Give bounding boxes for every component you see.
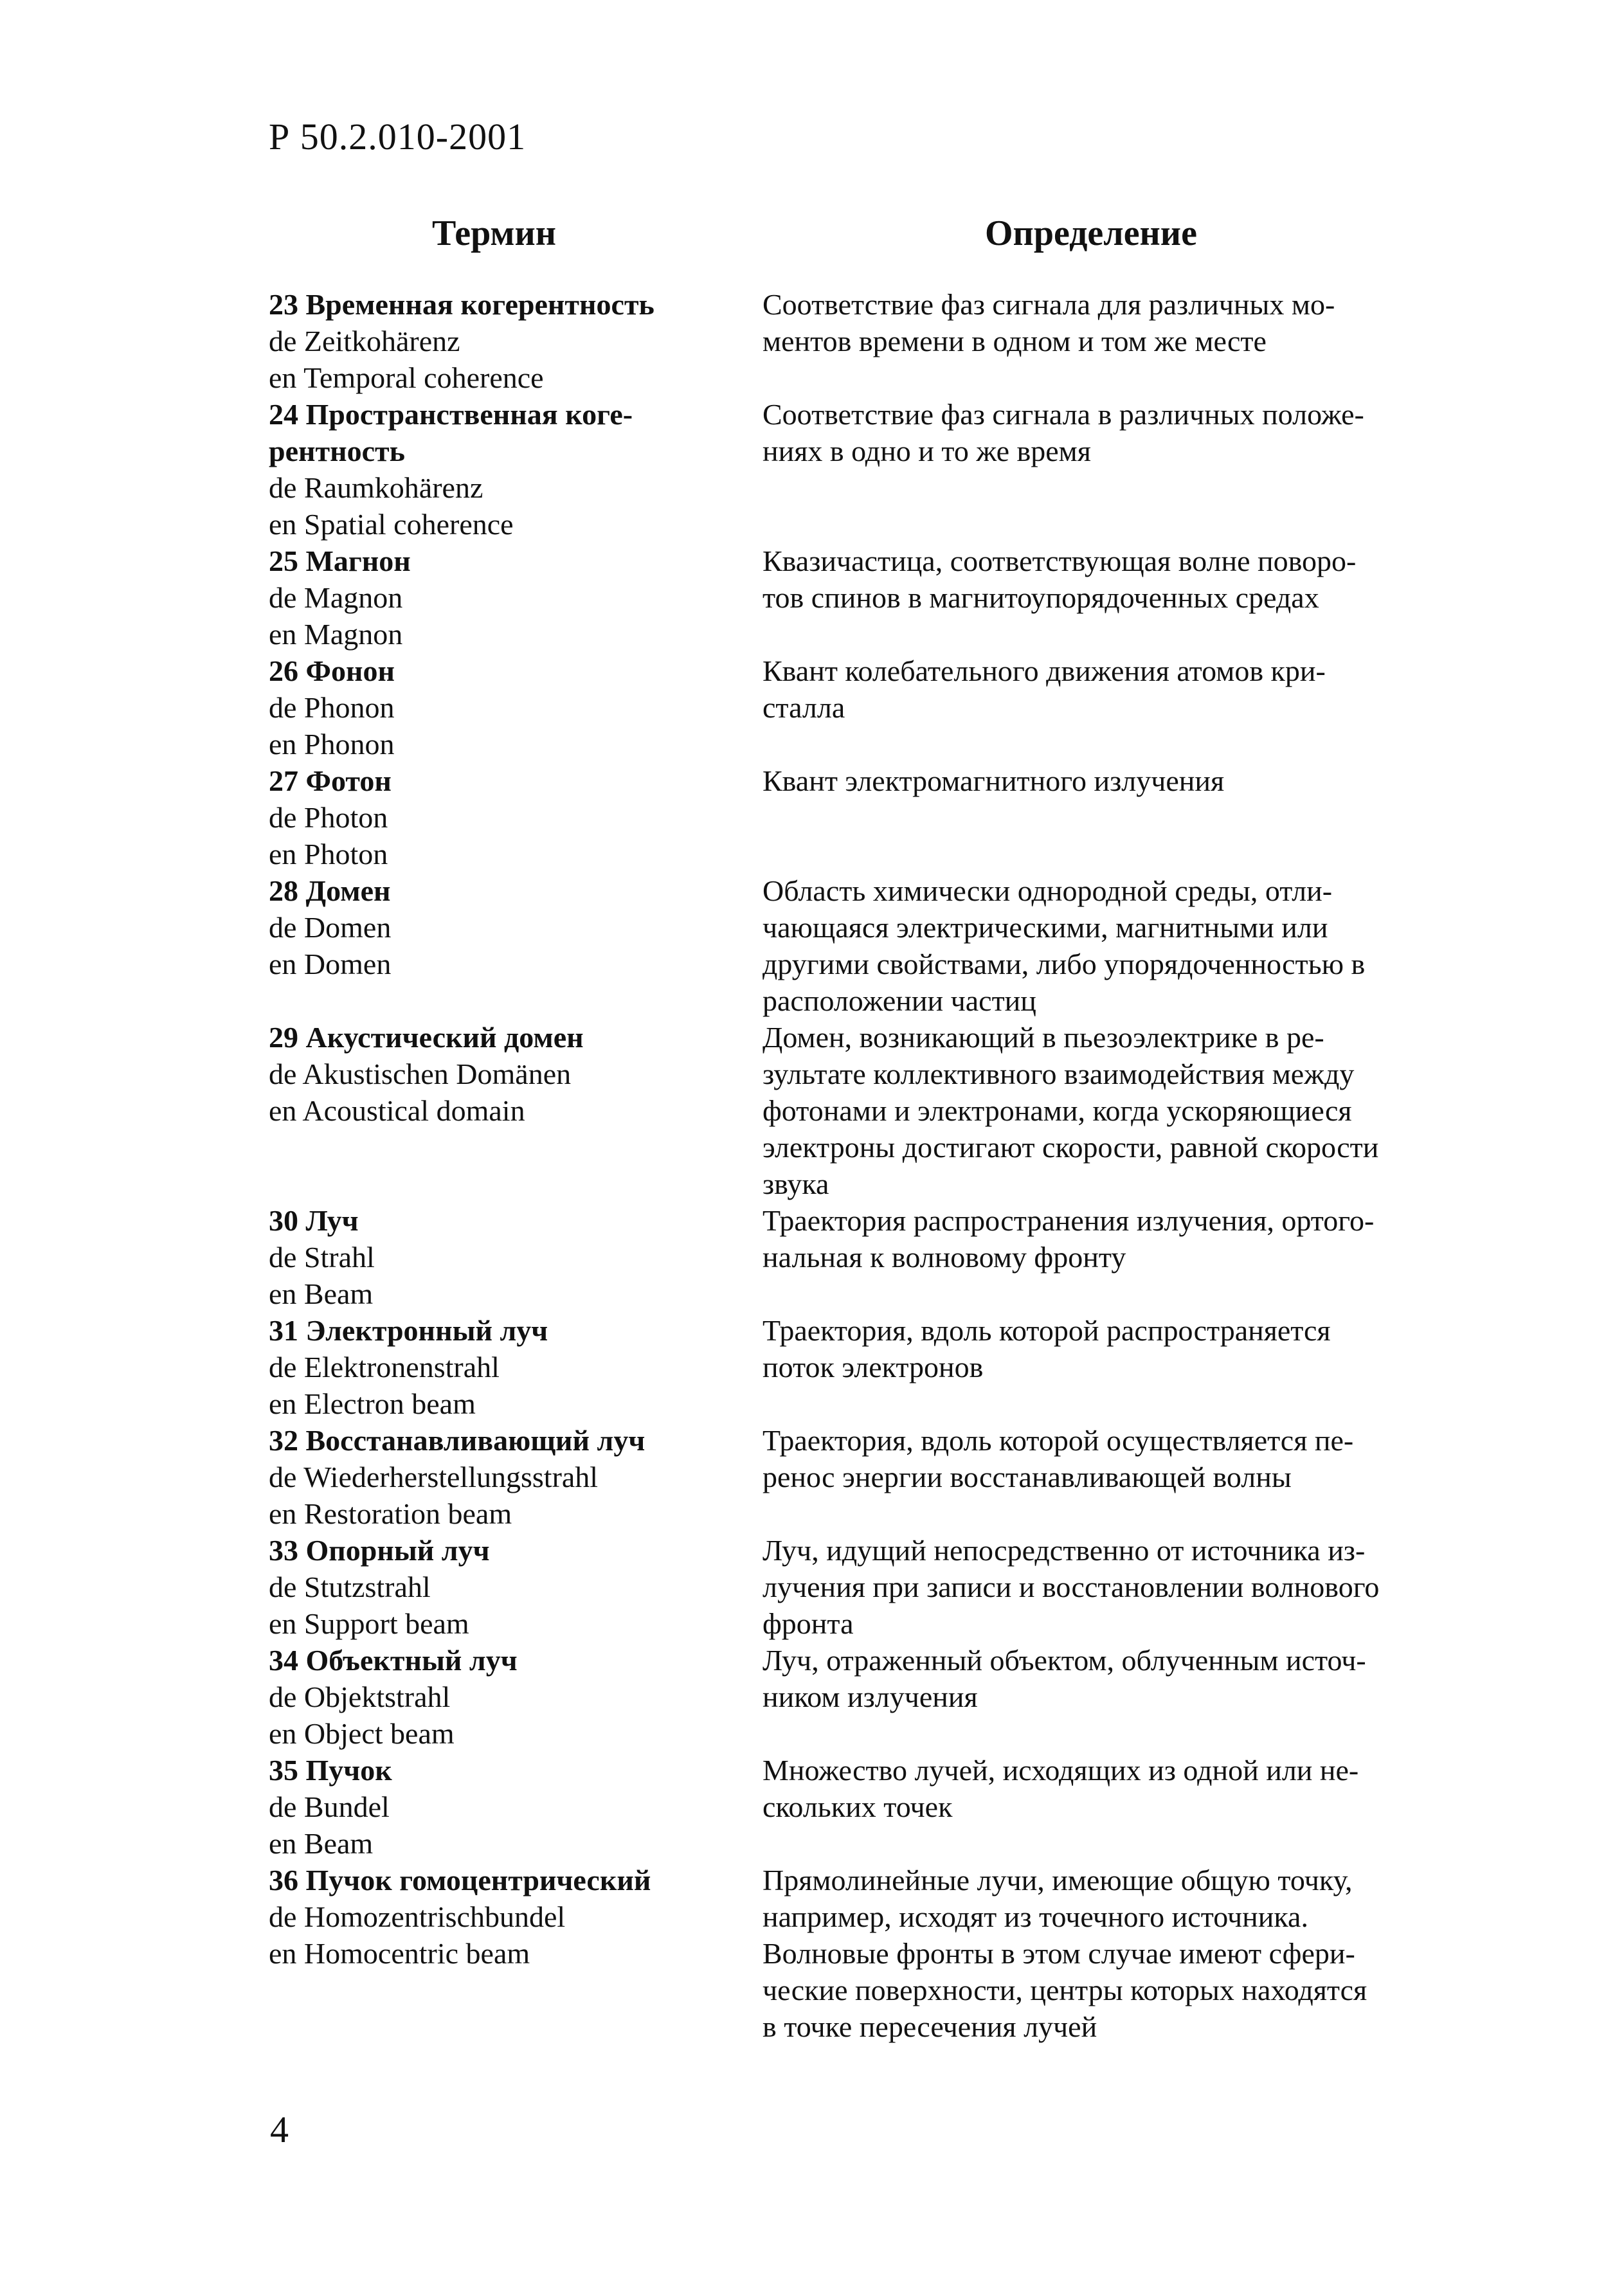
term-entry	[269, 653, 1439, 762]
definition-line: ниях в одно и то же время	[762, 435, 1091, 467]
definition-line: Квант колебательного движения атомов кри-	[762, 654, 1326, 687]
definition-line: поток электронов	[762, 1351, 984, 1383]
term-entry	[269, 1422, 1439, 1532]
term-en-translation: en Restoration beam	[269, 1497, 512, 1530]
term-de-translation: de Photon	[269, 801, 388, 834]
definition-line: Соответствие фаз сигнала в различных положе-	[762, 398, 1364, 431]
term-en-translation: en Phonon	[269, 728, 395, 761]
term-name: 26 Фонон	[269, 654, 395, 687]
term-cell	[269, 1752, 762, 1862]
term-en-translation: en Electron beam	[269, 1387, 476, 1420]
term-en-translation: en Domen	[269, 948, 392, 980]
definition-cell	[762, 396, 1439, 543]
definition-cell	[762, 762, 1439, 872]
definition-line: ментов времени в одном и том же месте	[762, 325, 1267, 357]
term-de-translation: de Magnon	[269, 581, 403, 614]
term-name: 30 Луч	[269, 1204, 359, 1237]
term-entry	[269, 1019, 1439, 1202]
term-en-translation: en Beam	[269, 1827, 374, 1860]
definition-cell	[762, 653, 1439, 762]
term-name: 23 Временная когерентность	[269, 288, 654, 321]
term-en-translation: en Spatial coherence	[269, 508, 514, 541]
definition-line: например, исходят из точечного источника.	[762, 1900, 1308, 1933]
definition-line: Волновые фронты в этом случае имеют сфери-	[762, 1937, 1355, 1970]
definition-line: Множество лучей, исходящих из одной или не-	[762, 1754, 1359, 1787]
definition-cell	[762, 1202, 1439, 1312]
definition-line: другими свойствами, либо упорядоченностью в	[762, 948, 1366, 980]
definition-line: скольких точек	[762, 1790, 953, 1823]
definition-cell	[762, 1019, 1439, 1202]
term-name: 32 Восстанавливающий луч	[269, 1424, 645, 1457]
term-en-translation: en Beam	[269, 1277, 374, 1310]
term-cell	[269, 543, 762, 653]
term-de-translation: de Raumkohärenz	[269, 471, 483, 504]
definition-line: нальная к волновому фронту	[762, 1241, 1126, 1274]
term-cell	[269, 396, 762, 543]
definition-line: Прямолинейные лучи, имеющие общую точку,	[762, 1864, 1353, 1896]
term-entry	[269, 1532, 1439, 1642]
definition-line: Область химически однородной среды, отли-	[762, 874, 1333, 907]
term-name: 29 Акустический домен	[269, 1021, 584, 1054]
term-entry	[269, 396, 1439, 543]
definition-cell	[762, 872, 1439, 1019]
term-de-translation: de Strahl	[269, 1241, 375, 1274]
definition-line: электроны достигают скорости, равной скорости	[762, 1131, 1379, 1164]
term-name: 31 Электронный луч	[269, 1314, 548, 1347]
definition-line: ческие поверхности, центры которых находятся	[762, 1974, 1367, 2006]
term-de-translation: de Phonon	[269, 691, 395, 724]
definition-line: чающаяся электрическими, магнитными или	[762, 911, 1328, 944]
definition-cell	[762, 286, 1439, 396]
definition-line: расположении частиц	[762, 984, 1036, 1017]
term-en-translation: en Magnon	[269, 618, 403, 651]
terms-table	[269, 286, 1439, 2045]
page-number: 4	[270, 2109, 289, 2150]
document-code: Р 50.2.010-2001	[269, 116, 527, 158]
definition-cell	[762, 1862, 1439, 2045]
definition-line: сталла	[762, 691, 845, 724]
definition-line: Соответствие фаз сигнала для различных мо-	[762, 288, 1335, 321]
term-de-translation: de Zeitkohärenz	[269, 325, 460, 357]
term-de-translation: de Wiederherstellungsstrahl	[269, 1461, 599, 1493]
term-en-translation: en Acoustical domain	[269, 1094, 525, 1127]
term-entry	[269, 286, 1439, 396]
term-cell	[269, 1019, 762, 1202]
definition-cell	[762, 1312, 1439, 1422]
term-cell	[269, 1642, 762, 1752]
definition-line: фотонами и электронами, когда ускоряющиеся	[762, 1094, 1352, 1127]
definition-line: Траектория распространения излучения, ортого-	[762, 1204, 1375, 1237]
term-entry	[269, 872, 1439, 1019]
definition-line: Домен, возникающий в пьезоэлектрике в ре-	[762, 1021, 1324, 1054]
definition-line: зультате коллективного взаимодействия между	[762, 1058, 1355, 1090]
term-de-translation: de Homozentrischbundel	[269, 1900, 566, 1933]
term-de-translation: de Objektstrahl	[269, 1680, 451, 1713]
term-name: 27 Фотон	[269, 764, 392, 797]
term-de-translation: de Domen	[269, 911, 392, 944]
term-name: 24 Пространственная коге-	[269, 398, 633, 431]
term-cell	[269, 1862, 762, 2045]
term-cell	[269, 1312, 762, 1422]
definition-line: звука	[762, 1167, 829, 1200]
definition-cell	[762, 1642, 1439, 1752]
definition-line: в точке пересечения лучей	[762, 2010, 1097, 2043]
term-cell	[269, 653, 762, 762]
term-name: 33 Опорный луч	[269, 1534, 490, 1567]
term-cell	[269, 872, 762, 1019]
term-name: 35 Пучок	[269, 1754, 392, 1787]
term-entry	[269, 1752, 1439, 1862]
term-en-translation: en Photon	[269, 838, 388, 870]
term-entry	[269, 1312, 1439, 1422]
term-de-translation: de Elektronenstrahl	[269, 1351, 500, 1383]
definition-line: Квант электромагнитного излучения	[762, 764, 1225, 797]
term-cell	[269, 286, 762, 396]
term-entry	[269, 1202, 1439, 1312]
term-en-translation: en Temporal coherence	[269, 361, 544, 394]
term-en-translation: en Object beam	[269, 1717, 455, 1750]
definition-line: ренос энергии восстанавливающей волны	[762, 1461, 1292, 1493]
definition-line: Траектория, вдоль которой осуществляется пе-	[762, 1424, 1354, 1457]
term-de-translation: de Akustischen Domänen	[269, 1058, 572, 1090]
term-cell	[269, 762, 762, 872]
term-entry	[269, 543, 1439, 653]
term-name: рентность	[269, 435, 405, 467]
column-header-term: Термин	[432, 213, 557, 253]
definition-line: Траектория, вдоль которой распространяется	[762, 1314, 1331, 1347]
definition-line: Квазичастица, соответствующая волне поворо-	[762, 545, 1357, 577]
term-name: 25 Магнон	[269, 545, 411, 577]
term-name: 28 Домен	[269, 874, 391, 907]
column-header-definition: Определение	[985, 213, 1197, 253]
term-en-translation: en Homocentric beam	[269, 1937, 530, 1970]
definition-cell	[762, 1422, 1439, 1532]
term-cell	[269, 1532, 762, 1642]
definition-line: тов спинов в магнитоупорядоченных средах	[762, 581, 1319, 614]
definition-line: лучения при записи и восстановлении волнового	[762, 1571, 1380, 1603]
term-en-translation: en Support beam	[269, 1607, 469, 1640]
term-entry	[269, 762, 1439, 872]
term-name: 34 Объектный луч	[269, 1644, 518, 1677]
definition-cell	[762, 1752, 1439, 1862]
term-entry	[269, 1862, 1439, 2045]
term-de-translation: de Bundel	[269, 1790, 390, 1823]
term-de-translation: de Stutzstrahl	[269, 1571, 431, 1603]
term-cell	[269, 1202, 762, 1312]
definition-cell	[762, 543, 1439, 653]
definition-line: фронта	[762, 1607, 854, 1640]
definition-line: Луч, идущий непосредственно от источника из-	[762, 1534, 1366, 1567]
definition-cell	[762, 1532, 1439, 1642]
definition-line: Луч, отраженный объектом, облученным источ-	[762, 1644, 1366, 1677]
term-entry	[269, 1642, 1439, 1752]
term-name: 36 Пучок гомоцентрический	[269, 1864, 651, 1896]
definition-line: ником излучения	[762, 1680, 978, 1713]
term-cell	[269, 1422, 762, 1532]
